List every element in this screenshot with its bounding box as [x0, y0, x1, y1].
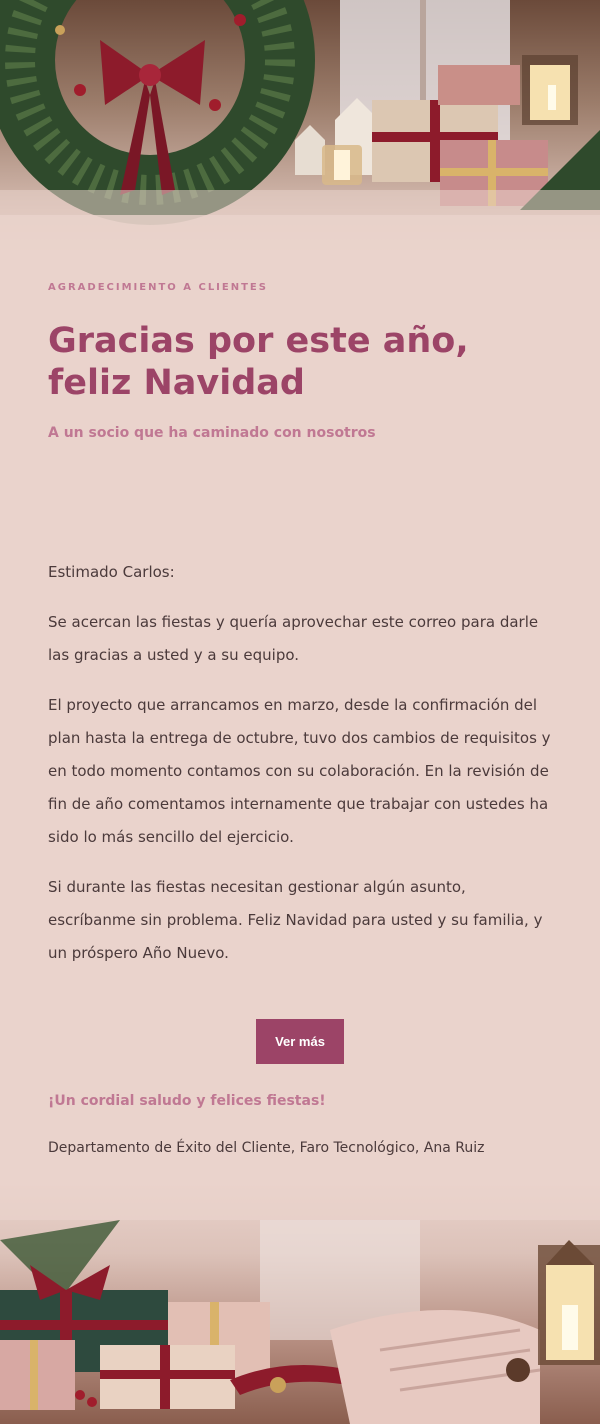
christmas-gifts-lantern-icon [0, 1180, 600, 1424]
email-title: Gracias por este año, feliz Navidad [48, 321, 469, 403]
email-body [48, 556, 558, 987]
body-paragraph: Se acercan las fiestas y quería aprovechar este correo para darle las gracias a usted y a su equipo. [48, 613, 539, 664]
signature: Departamento de Éxito del Cliente, Faro Tecnológico, Ana Ruiz [48, 1140, 485, 1156]
body-paragraph: El proyecto que arrancamos en marzo, desde la confirmación del plan hasta la entrega de octubre, tuvo dos cambios de requisitos y en todo momento contamos con su colaboración. En la revisión de fin de año comentamos internamente que trabajar con ustedes ha sido lo más sencillo del ejercicio. [48, 696, 551, 846]
body-paragraph: Si durante las fiestas necesitan gestionar algún asunto, escríbanme sin problema. Feliz Navidad para usted y su familia, y un próspero Año Nuevo. [48, 878, 543, 962]
christmas-wreath-icon [0, 0, 600, 260]
greeting: Estimado Carlos: [48, 563, 175, 581]
footer-banner-image [0, 1180, 600, 1424]
eyebrow-label: AGRADECIMIENTO A CLIENTES [48, 282, 268, 293]
email-subtitle: A un socio que ha caminado con nosotros [48, 425, 376, 441]
closing-line: ¡Un cordial saludo y felices fiestas! [48, 1093, 326, 1109]
ver-mas-button[interactable]: Ver más [256, 1019, 344, 1064]
header-banner-image [0, 0, 600, 260]
cta-container [48, 1019, 552, 1064]
